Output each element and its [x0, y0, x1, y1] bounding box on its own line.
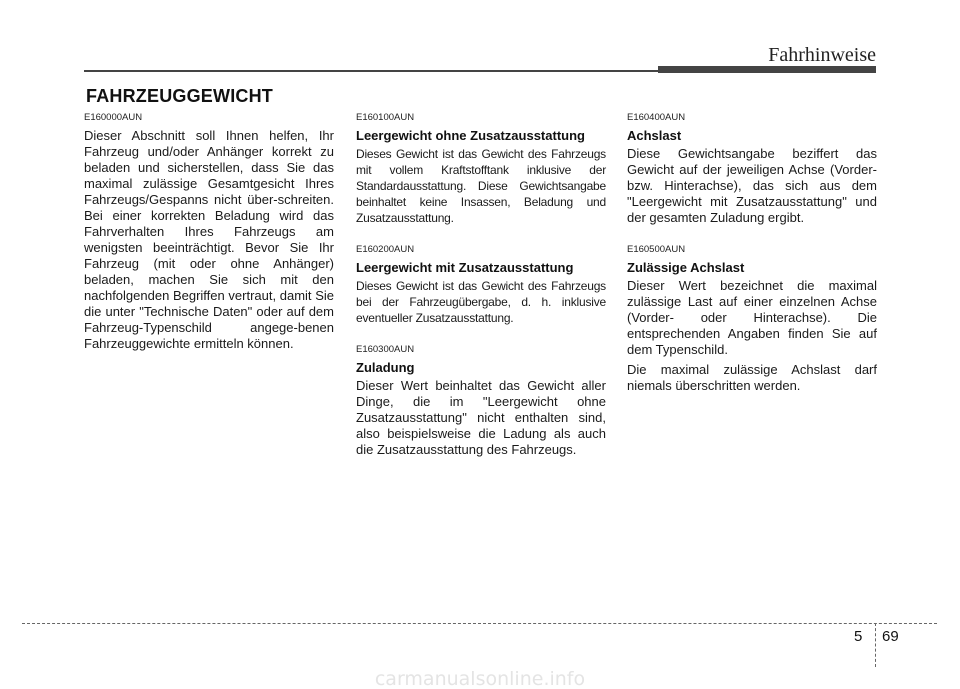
section-title: FAHRZEUGGEWICHT — [86, 86, 273, 106]
column-2 — [356, 112, 606, 458]
definition-heading: Leergewicht ohne Zusatzausstattung — [356, 128, 585, 143]
definition-block — [356, 244, 606, 326]
chapter-title: Fahrhinweise — [768, 44, 876, 66]
definition-text: Diese Gewichtsangabe beziffert das Gewicht auf der jeweiligen Achse (Vorder- bzw. Hinterachse), das sich aus dem "Leergewicht mit Zusatzausstattung" und der gesamten Zuladung ergibt. — [627, 146, 877, 225]
definition-text: Dieser Wert beinhaltet das Gewicht aller Dinge, die im "Leergewicht ohne Zusatzausstattung" nicht enthalten sind, also beispielsweise die Ladung als auch die Zusatzausstattung des Fahrzeugs. — [356, 378, 606, 457]
header-rule — [84, 70, 662, 72]
reference-code: E160000AUN — [84, 112, 143, 123]
reference-code: E160500AUN — [627, 244, 686, 255]
header-rule-accent — [658, 66, 876, 73]
definition-text: Dieses Gewicht ist das Gewicht des Fahrzeugs mit vollem Kraftstofftank inklusive der Standardausstattung. Diese Gewichtsangabe beinhaltet keine Insassen, Beladung und Zusatzausstattung. — [356, 147, 606, 225]
reference-code: E160400AUN — [627, 112, 686, 123]
definition-heading: Zuladung — [356, 360, 415, 375]
definition-heading: Zulässige Achslast — [627, 260, 745, 275]
page-number: 69 — [882, 628, 899, 645]
reference-code: E160100AUN — [356, 112, 415, 123]
definition-heading: Achslast — [627, 128, 682, 143]
definition-block — [627, 112, 877, 226]
page-number-divider — [875, 623, 876, 667]
reference-code: E160300AUN — [356, 344, 415, 355]
chapter-number: 5 — [854, 628, 863, 645]
watermark: carmanualsonline.info — [374, 668, 586, 689]
definition-heading: Leergewicht mit Zusatzausstattung — [356, 260, 574, 275]
definition-text: Dieses Gewicht ist das Gewicht des Fahrzeugs bei der Fahrzeugübergabe, d. h. inklusive eventueller Zusatzausstattung. — [356, 279, 606, 325]
definition-block — [356, 112, 606, 226]
column-1 — [84, 112, 334, 352]
definition-block — [356, 344, 606, 458]
intro-paragraph: Dieser Abschnitt soll Ihnen helfen, Ihr Fahrzeug und/oder Anhänger korrekt zu beladen und sicherstellen, dass Sie das maximal zulässige Gesamtgesicht Ihres Fahrzeugs/Gespanns nicht über-schreiten. Bei einer korrekten Beladung wird das Fahrverhalten Ihres Fahrzeugs am wenigsten beeinträchtigt. Bevor Sie Ihr Fahrzeug (mit oder ohne Anhänger) beladen, machen Sie sich mit den nachfolgenden Begriffen vertraut, damit Sie die unter "Technische Daten" oder auf dem Fahrzeug-Typenschild angege-benen Fahrzeuggewichte ermitteln können. — [84, 128, 334, 351]
footer-divider — [22, 623, 937, 624]
definition-block — [627, 244, 877, 394]
reference-code: E160200AUN — [356, 244, 415, 255]
column-3 — [627, 112, 877, 394]
definition-note: Die maximal zulässige Achslast darf niemals überschritten werden. — [627, 362, 877, 393]
definition-text: Dieser Wert bezeichnet die maximal zulässige Last auf einer einzelnen Achse (Vorder- oder Hinterachse). Die entsprechenden Angaben finden Sie auf dem Typenschild. — [627, 278, 877, 357]
